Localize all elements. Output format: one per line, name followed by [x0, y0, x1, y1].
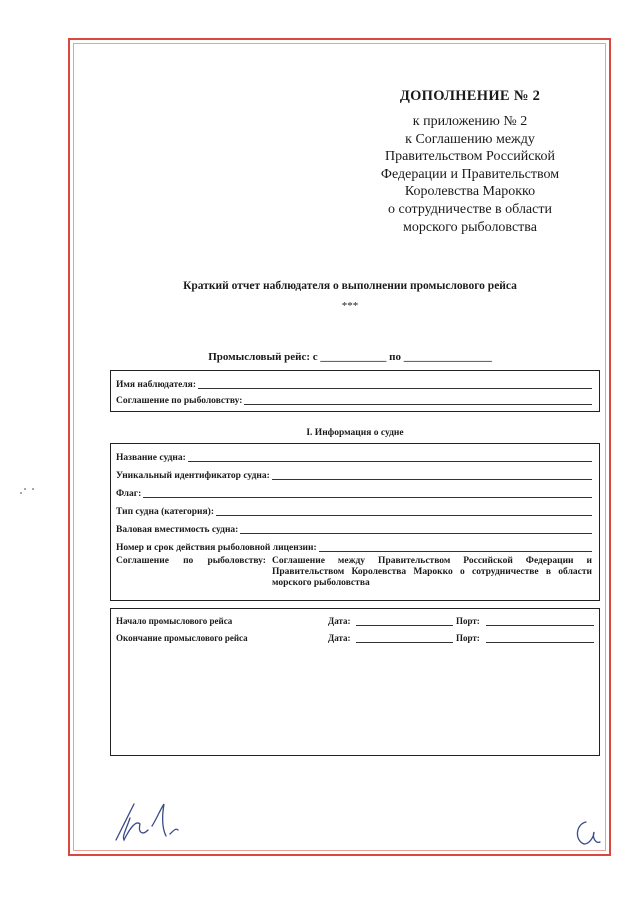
scan-speck [20, 492, 22, 494]
vessel-id-field[interactable] [116, 467, 592, 481]
agreement-label-word: рыболовству: [207, 556, 266, 566]
fishing-agreement-label: Соглашение по рыболовству: [116, 396, 243, 406]
fishing-agreement-line [244, 395, 592, 405]
subtitle-line: Правительством Российской [384, 149, 556, 165]
trip-end-date-label: Дата: [328, 633, 351, 643]
vessel-name-field[interactable] [116, 449, 592, 463]
subtitle-line: морского рыболовства [403, 219, 537, 235]
scan-speck [24, 488, 26, 490]
license-field[interactable] [116, 539, 592, 553]
trip-dates-box [110, 608, 600, 756]
addendum-subtitle [370, 113, 570, 236]
vessel-agreement-label [116, 556, 266, 589]
vessel-id-line [272, 470, 592, 480]
vessel-agreement-row [116, 556, 592, 589]
flag-line [143, 488, 592, 498]
license-label: Номер и срок действия рыболовной лицензии: [116, 543, 317, 553]
vessel-info-box [110, 443, 600, 601]
vessel-section-title: I. Информация о судне [306, 428, 404, 438]
subtitle-line: к Соглашению между [405, 131, 535, 147]
trip-end-port-label: Порт: [456, 633, 480, 643]
trip-start-port-field[interactable] [486, 625, 594, 626]
trip-end-date-field[interactable] [356, 642, 453, 643]
vessel-type-field[interactable] [116, 503, 592, 517]
gross-tonnage-label: Валовая вместимость судна: [116, 525, 239, 535]
trip-start-label: Начало промыслового рейса [116, 616, 233, 626]
observer-name-field[interactable] [116, 376, 592, 390]
license-line [319, 542, 592, 552]
vessel-type-line [216, 506, 592, 516]
observer-name-line [198, 379, 592, 389]
flag-label: Флаг: [116, 489, 142, 499]
trip-start-row [116, 616, 592, 630]
observer-box [110, 370, 600, 412]
agreement-label-word: по [183, 556, 194, 566]
flag-field[interactable] [116, 485, 592, 499]
observer-name-label: Имя наблюдателя: [116, 380, 196, 390]
vessel-type-label: Тип судна (категория): [116, 507, 215, 517]
trip-end-row [116, 633, 592, 647]
trip-start-date-field[interactable] [356, 625, 453, 626]
gross-tonnage-line [240, 524, 592, 534]
trip-start-date-label: Дата: [328, 616, 351, 626]
trip-end-label: Окончание промыслового рейса [116, 633, 248, 643]
agreement-label-word: Соглашение [116, 556, 169, 566]
trip-period-line: Промысловый рейс: с ____________ по ________________ [208, 351, 492, 363]
vessel-id-label: Уникальный идентификатор судна: [116, 471, 270, 481]
vessel-name-line [188, 452, 592, 462]
vessel-agreement-value: Соглашение между Правительством Российской Федерации и Правительством Королевства Марокко о сотрудничестве в области морского рыболовства [272, 556, 592, 588]
vessel-name-label: Название судна: [116, 453, 186, 463]
signature-right [572, 818, 604, 848]
fishing-agreement-field[interactable] [116, 392, 592, 406]
section-separator: *** [341, 300, 359, 312]
subtitle-line: к приложению № 2 [412, 114, 528, 129]
trip-end-port-field[interactable] [486, 642, 594, 643]
trip-start-port-label: Порт: [456, 616, 480, 626]
report-title: Краткий отчет наблюдателя о выполнении промыслового рейса [183, 280, 517, 292]
gross-tonnage-field[interactable] [116, 521, 592, 535]
addendum-title: ДОПОЛНЕНИЕ № 2 [399, 88, 541, 104]
scan-speck [32, 488, 34, 490]
subtitle-line: Федерации и Правительством [380, 166, 560, 182]
subtitle-line: Королевства Марокко [404, 184, 536, 200]
signature-left [112, 800, 207, 845]
subtitle-line: о сотрудничестве в области [388, 201, 552, 217]
